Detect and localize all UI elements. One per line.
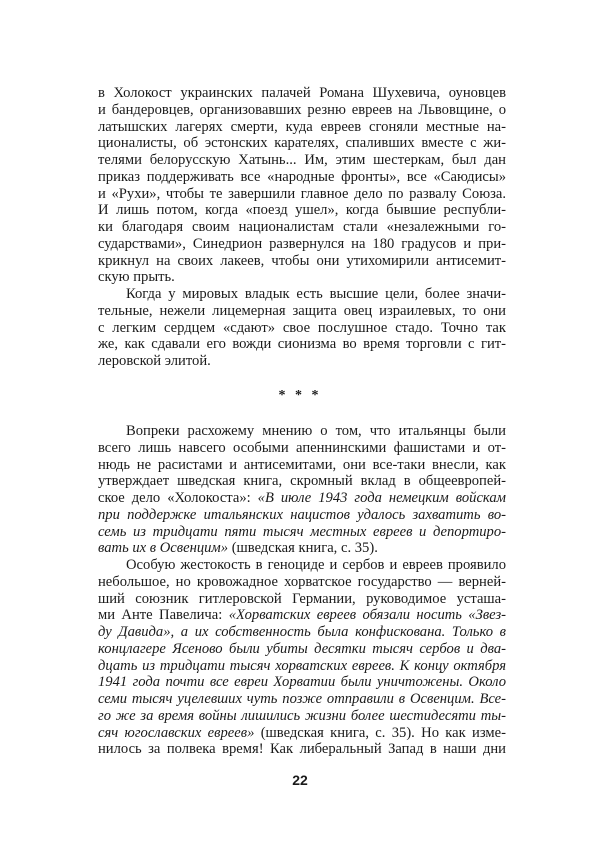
text-line: И лишь потом, когда «поезд ушел», когда бывшие республи- — [98, 202, 506, 219]
text-line: же, как сдавали его вожди сионизма во время торговли с гит- — [98, 336, 506, 353]
text-line — [98, 490, 506, 507]
text-line: тельные, нежели лицемерная защита овец израилевых, то они — [98, 302, 506, 319]
text-line: с легким сердцем «сдают» свое послушное стадо. Точно так — [98, 319, 506, 336]
text-run: всего лишь навсего особыми апеннинскими фашистами и от- — [98, 439, 506, 456]
text-run: ское дело «Холокоста»: — [98, 490, 258, 506]
quoted-italic-text: концлагере Ясеново были убиты десятки тысяч сербов и два- — [98, 640, 506, 657]
text-run: ший союзник гитлеровской Германии, руководимое усташа- — [98, 590, 506, 607]
quoted-italic-text: сяч югославских евреев» — [98, 724, 255, 741]
text-line — [98, 674, 506, 691]
text-line: телями белорусскую Хатынь... Им, этим шестеркам, был дан — [98, 152, 506, 168]
text-line — [98, 473, 506, 490]
text-line — [98, 423, 506, 440]
text-line — [98, 741, 506, 758]
text-line: скую прыть. — [98, 269, 175, 286]
quoted-italic-text: «Хорватских евреев обязали носить «Звез- — [228, 607, 506, 624]
text-run: ми Анте Павелича: — [98, 607, 229, 624]
quoted-italic-text: 1941 года почти все евреи Хорватии были уничтожены. Около — [98, 674, 506, 691]
text-block-new-section — [98, 423, 506, 758]
quoted-italic-text: при поддержке итальянских нацистов удалось захватить во- — [98, 506, 506, 523]
text-line — [98, 540, 506, 557]
text-run: (шведская книга, с. 35). — [228, 540, 378, 557]
text-line: леровской элитой. — [98, 353, 211, 369]
text-run: Вопреки расхожему мнению о том, что итальянцы были — [126, 423, 506, 439]
text-run: Особую жестокость в геноциде и сербов и евреев проявило — [126, 557, 506, 573]
text-block-paragraph-2 — [98, 286, 506, 370]
quoted-italic-text: «В июле 1943 года немецким войскам — [257, 490, 506, 506]
text-line: латышских лагерях смерти, куда евреев сгоняли местные на- — [98, 118, 506, 135]
text-run: нюдь не расистами и антисемитами, они все-таки внесли, как — [98, 456, 506, 473]
page-number: 22 — [292, 772, 308, 788]
text-run: нилось за полвека время! Как либеральный Запад в наши дни — [98, 741, 506, 758]
section-separator: * * * — [278, 388, 322, 403]
quoted-italic-text: ду Давида», а их собственность была конфискована. Только в — [98, 624, 506, 640]
text-run: небольшое, но кровожадное хорватское государство — верней- — [98, 573, 506, 590]
quoted-italic-text: семи тысяч уцелевших чуть позже отправили в Освенцим. Все- — [98, 691, 506, 707]
text-line: сударствами», Синедрион развернулся на 180 градусов и при- — [98, 235, 506, 252]
text-run: (шведская книга, с. 35). Но как изме- — [254, 724, 506, 741]
text-line: Когда у мировых владык есть высшие цели, более значи- — [126, 286, 506, 302]
text-line — [98, 725, 506, 742]
text-line: приказ поддерживать все «народные фронты», все «Саюдисы» — [98, 168, 506, 185]
text-line — [98, 624, 506, 641]
text-run: утверждает шведская книга, скромный вклад в общеевропей- — [98, 473, 506, 490]
quoted-italic-text: семь из тридцати пяти тысяч местных евреев и депортиро- — [98, 523, 506, 540]
text-line — [98, 591, 506, 608]
text-line — [98, 557, 506, 574]
text-line: крикнул на своих лакеев, чтобы они утихомирили антисемит- — [98, 252, 506, 269]
text-line — [98, 658, 506, 675]
text-line — [98, 607, 506, 624]
text-line: и «Рухи», чтобы те завершили главное дело по развалу Союза. — [98, 185, 506, 202]
text-block-continuation — [98, 85, 506, 286]
text-line: ционалисты, об эстонских карателях, спаливших вместе с жи- — [98, 135, 506, 152]
text-line: и бандеровцев, организовавших резню евреев на Львовщине, о — [98, 101, 506, 118]
text-line — [98, 457, 506, 474]
text-line — [98, 708, 506, 725]
text-line — [98, 574, 506, 591]
text-line — [98, 440, 506, 457]
text-line: ки благодаря своим националистам стали «незалежными го- — [98, 219, 506, 235]
quoted-italic-text: вать их в Освенцим» — [98, 540, 229, 557]
quoted-italic-text: дцать из тридцати тысяч хорватских евреев. К концу октября — [98, 657, 506, 674]
quoted-italic-text: го же за время войны лишились жизни более шестидесяти ты- — [98, 707, 506, 724]
text-line — [98, 507, 506, 524]
text-line — [98, 691, 506, 708]
text-line — [98, 641, 506, 658]
text-line: в Холокост украинских палачей Романа Шухевича, оуновцев — [98, 85, 506, 101]
text-line — [98, 524, 506, 541]
